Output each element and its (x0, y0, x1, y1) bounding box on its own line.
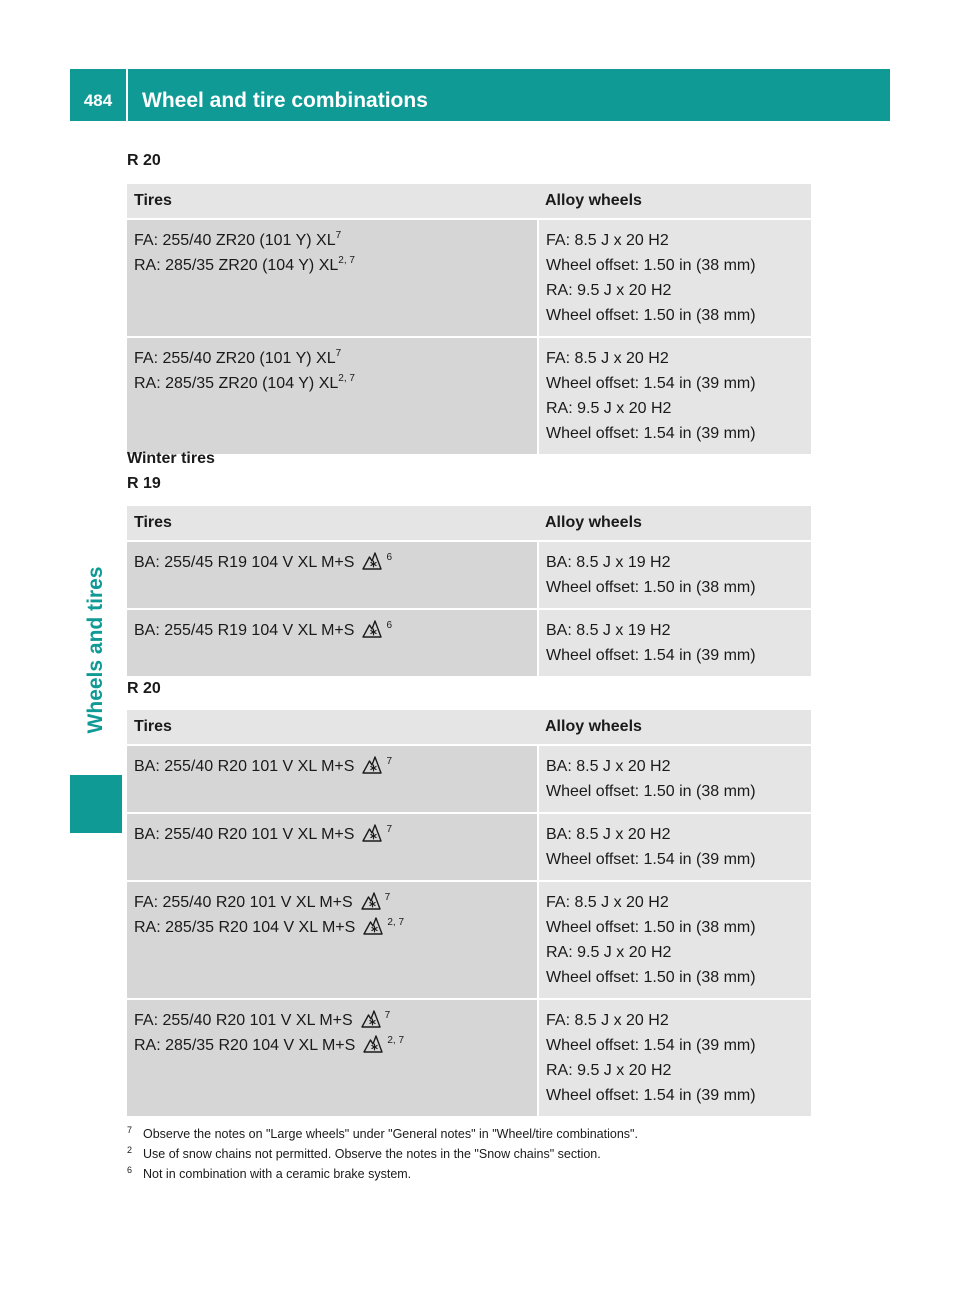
column-header-tires: Tires (127, 506, 538, 541)
footnote-ref: 7 (335, 230, 342, 241)
footnote: $^7$ Observe the notes on "Large wheels" under "General notes" in "Wheel/tire combinations". (127, 1125, 638, 1141)
side-tab-label: Wheels and tires (84, 566, 107, 734)
tire-size-text: FA: 255/40 ZR20 (101 Y) XL (134, 232, 336, 249)
alloy-wheel-line: FA: 8.5 J x 20 H2 (546, 350, 669, 367)
alloy-wheel-line: BA: 8.5 J x 19 H2 (546, 622, 671, 639)
column-header-alloy-wheels: Alloy wheels (538, 710, 811, 745)
footnote-ref: 7 (384, 892, 391, 903)
alloy-wheel-line: Wheel offset: 1.50 in (38 mm) (546, 969, 756, 986)
mountain-snowflake-icon (362, 551, 382, 570)
mountain-snowflake-icon (361, 1009, 381, 1028)
section-label: R 20 (127, 680, 161, 697)
alloy-wheel-line: RA: 9.5 J x 20 H2 (546, 282, 672, 299)
table-row (127, 881, 811, 999)
tire-size-line (134, 754, 530, 779)
tire-size-cell (127, 219, 538, 337)
alloy-wheel-line: Wheel offset: 1.54 in (39 mm) (546, 425, 756, 442)
footnote-text: Use of snow chains not permitted. Observe the notes in the "Snow chains" section. (143, 1147, 601, 1161)
tire-size-line (134, 915, 530, 940)
alloy-wheel-line: Wheel offset: 1.54 in (39 mm) (546, 1037, 756, 1054)
tire-size-line (134, 371, 530, 396)
alloy-wheel-cell (538, 337, 811, 455)
tire-size-line (134, 822, 530, 847)
tire-size-line (134, 618, 530, 643)
alloy-wheel-line: BA: 8.5 J x 20 H2 (546, 826, 671, 843)
section-label: Winter tires (127, 450, 215, 467)
alloy-wheel-line: BA: 8.5 J x 20 H2 (546, 758, 671, 775)
alloy-wheel-line: FA: 8.5 J x 20 H2 (546, 894, 669, 911)
tire-size-cell (127, 541, 538, 609)
side-tab (70, 525, 122, 775)
footnote-ref: 6 (386, 552, 392, 563)
tire-size-cell (127, 609, 538, 677)
tire-size-text: BA: 255/45 R19 104 V XL M+S (134, 554, 355, 571)
section-label: R 20 (127, 152, 161, 169)
footnote-text: Observe the notes on "Large wheels" under "General notes" in "Wheel/tire combinations". (143, 1127, 638, 1141)
alloy-wheel-line: FA: 8.5 J x 20 H2 (546, 232, 669, 249)
alloy-wheel-line: Wheel offset: 1.50 in (38 mm) (546, 579, 756, 596)
tire-size-text: RA: 285/35 ZR20 (104 Y) XL (134, 375, 339, 392)
table-row (127, 337, 811, 455)
column-header-alloy-wheels: Alloy wheels (538, 184, 811, 219)
page-header (70, 69, 890, 121)
section-sublabel: R 19 (127, 475, 161, 492)
side-tab-marker (70, 775, 122, 833)
alloy-wheel-cell (538, 541, 811, 609)
table-row (127, 813, 811, 881)
alloy-wheel-cell (538, 881, 811, 999)
mountain-snowflake-icon (363, 916, 383, 935)
alloy-wheel-cell (538, 813, 811, 881)
page-number: 484 (83, 91, 113, 110)
tire-size-line (134, 253, 530, 278)
footnote-ref: 2, 7 (387, 917, 405, 928)
alloy-wheel-line: Wheel offset: 1.54 in (39 mm) (546, 647, 756, 664)
footnote-ref: 6 (386, 620, 392, 631)
footnote-ref: 7 (386, 824, 392, 835)
tire-size-line (134, 346, 530, 371)
alloy-wheel-cell (538, 609, 811, 677)
mountain-snowflake-icon (362, 823, 382, 842)
tire-size-cell (127, 813, 538, 881)
tire-size-line (134, 550, 530, 575)
alloy-wheel-line: Wheel offset: 1.50 in (38 mm) (546, 307, 756, 324)
tire-size-line (134, 228, 530, 253)
footnote-text: Not in combination with a ceramic brake system. (143, 1167, 412, 1181)
footnote-ref: 2, 7 (338, 255, 355, 266)
alloy-wheel-line: Wheel offset: 1.54 in (39 mm) (546, 851, 756, 868)
mountain-snowflake-icon (363, 1034, 383, 1053)
footnote-ref: 7 (335, 348, 342, 359)
tire-size-text: BA: 255/40 R20 101 V XL M+S (134, 826, 355, 843)
table-row (127, 609, 811, 677)
alloy-wheel-line: BA: 8.5 J x 19 H2 (546, 554, 671, 571)
header-divider (126, 69, 128, 121)
tire-size-text: RA: 285/35 R20 104 V XL M+S (134, 919, 356, 936)
tire-size-line (134, 1033, 530, 1058)
alloy-wheel-line: Wheel offset: 1.50 in (38 mm) (546, 783, 756, 800)
tire-size-cell (127, 745, 538, 813)
table-row (127, 541, 811, 609)
tire-size-text: FA: 255/40 R20 101 V XL M+S (134, 1012, 353, 1029)
alloy-wheel-line: Wheel offset: 1.54 in (39 mm) (546, 1087, 756, 1104)
tire-size-text: BA: 255/45 R19 104 V XL M+S (134, 622, 355, 639)
alloy-wheel-cell (538, 219, 811, 337)
alloy-wheel-line: RA: 9.5 J x 20 H2 (546, 1062, 672, 1079)
tire-size-line (134, 1008, 530, 1033)
tire-table (127, 506, 811, 678)
table-row (127, 999, 811, 1117)
alloy-wheel-line: Wheel offset: 1.50 in (38 mm) (546, 257, 756, 274)
tire-size-text: BA: 255/40 R20 101 V XL M+S (134, 758, 355, 775)
tire-size-text: RA: 285/35 R20 104 V XL M+S (134, 1037, 356, 1054)
mountain-snowflake-icon (362, 755, 382, 774)
mountain-snowflake-icon (362, 619, 382, 638)
table-row (127, 219, 811, 337)
column-header-tires: Tires (127, 184, 538, 219)
mountain-snowflake-icon (361, 891, 381, 910)
column-header-tires: Tires (127, 710, 538, 745)
footnote: $^6$ Not in combination with a ceramic brake system. (127, 1165, 412, 1181)
tire-table (127, 184, 811, 456)
alloy-wheel-line: RA: 9.5 J x 20 H2 (546, 400, 672, 417)
footnote: $^2$ Use of snow chains not permitted. Observe the notes in the "Snow chains" section. (127, 1145, 601, 1161)
alloy-wheel-cell (538, 999, 811, 1117)
alloy-wheel-line: FA: 8.5 J x 20 H2 (546, 1012, 669, 1029)
page-title: Wheel and tire combinations (142, 89, 428, 112)
tire-size-text: FA: 255/40 ZR20 (101 Y) XL (134, 350, 336, 367)
column-header-alloy-wheels: Alloy wheels (538, 506, 811, 541)
tire-size-text: RA: 285/35 ZR20 (104 Y) XL (134, 257, 339, 274)
footnote-ref: 2, 7 (387, 1035, 405, 1046)
tire-size-cell (127, 337, 538, 455)
table-row (127, 745, 811, 813)
tire-size-cell (127, 999, 538, 1117)
alloy-wheel-line: Wheel offset: 1.54 in (39 mm) (546, 375, 756, 392)
tire-size-text: FA: 255/40 R20 101 V XL M+S (134, 894, 353, 911)
footnote-ref: 2, 7 (338, 373, 355, 384)
footnote-ref: 7 (384, 1010, 391, 1021)
tire-size-cell (127, 881, 538, 999)
footnotes (127, 1124, 847, 1184)
alloy-wheel-cell (538, 745, 811, 813)
tire-size-line (134, 890, 530, 915)
tire-table (127, 710, 811, 1118)
alloy-wheel-line: Wheel offset: 1.50 in (38 mm) (546, 919, 756, 936)
footnote-ref: 7 (386, 756, 392, 767)
alloy-wheel-line: RA: 9.5 J x 20 H2 (546, 944, 672, 961)
